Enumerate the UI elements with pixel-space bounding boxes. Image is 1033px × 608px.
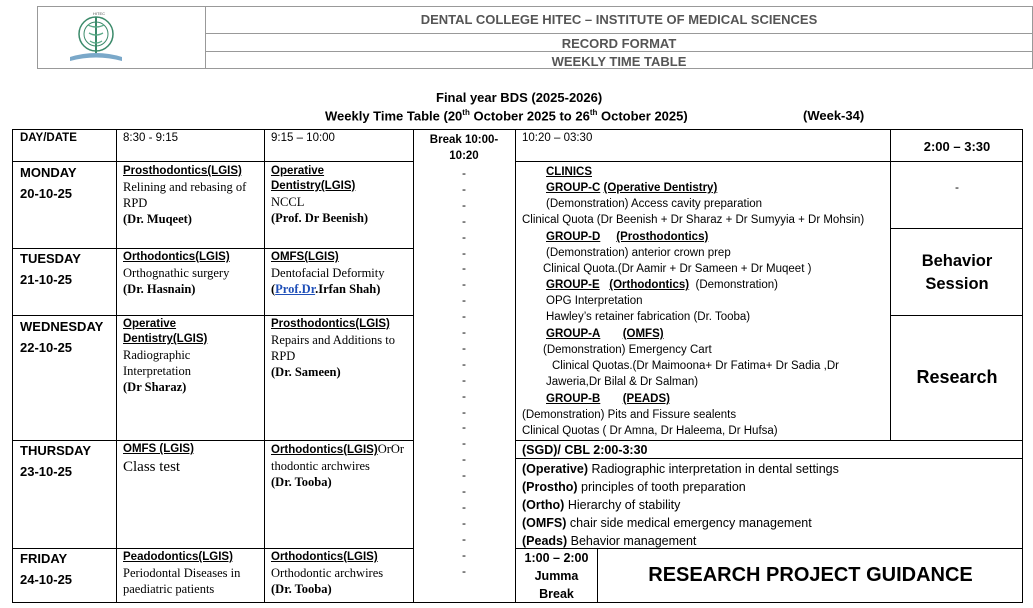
document-header	[37, 6, 1033, 69]
clinic-line: Clinical Quota.(Dr Aamir + Dr Sameen + Dr Muqeet )	[543, 263, 812, 275]
header-weekly-timetable: WEEKLY TIME TABLE	[551, 54, 687, 69]
column-header-slot1: 8:30 - 9:15	[123, 132, 178, 144]
sgd-item: (Operative) Radiographic interpretation in dental settings	[522, 462, 839, 476]
research-session: Research	[916, 367, 998, 387]
grid-line	[515, 161, 1023, 162]
group-b-heading: GROUP-B (PEADS)	[546, 393, 670, 405]
behavior-session: Behavior Session	[921, 252, 993, 293]
break-dash: -	[462, 484, 466, 498]
break-dash: -	[462, 420, 466, 435]
column-header-day: DAY/DATE	[20, 132, 77, 144]
sgd-item: (Prostho) principles of tooth preparation	[522, 480, 746, 494]
group-c-heading: GROUP-C (Operative Dentistry)	[546, 182, 718, 194]
group-d-heading: GROUP-D (Prosthodontics)	[546, 231, 709, 243]
column-header-slot2: 9:15 – 10:00	[271, 132, 335, 144]
header-divider	[206, 33, 1032, 34]
clinic-line: Clinical Quota (Dr Beenish + Dr Sharaz + Dr Sumyyia + Dr Mohsin)	[522, 214, 865, 226]
clinic-line: (Demonstration) Emergency Cart	[543, 344, 712, 356]
grid-line	[890, 315, 1023, 316]
break-dash: -	[462, 468, 466, 483]
break-dash: -	[462, 181, 466, 196]
break-dash: -	[462, 356, 466, 371]
break-dash: -	[462, 436, 466, 451]
lecture-wednesday-slot1: Operative Dentistry(LGIS) Radiographic Interpretation (Dr Sharaz)	[123, 318, 208, 394]
break-dash: -	[462, 309, 466, 324]
break-dash: -	[462, 229, 466, 244]
clinic-line: Clinical Quotas ( Dr Amna, Dr Haleema, Dr Hufsa)	[522, 425, 778, 437]
lecture-tuesday-slot2: OMFS(LGIS) Dentofacial Deformity (Prof.Dr.Irfan Shah)	[271, 251, 385, 296]
lecture-friday-slot1: Peadodontics(LGIS) Periodontal Diseases in paediatric patients	[123, 551, 241, 596]
break-dash: -	[462, 515, 466, 530]
lecture-thursday-slot1: OMFS (LGIS) Class test	[123, 443, 194, 475]
grid-line	[264, 129, 265, 603]
grid-line	[515, 458, 1023, 459]
break-dash: -	[462, 325, 466, 339]
lecture-tuesday-slot1: Orthodontics(LGIS) Orthognathic surgery (Dr. Hasnain)	[123, 251, 230, 296]
break-dash: -	[462, 213, 466, 228]
break-dash: -	[462, 547, 466, 562]
clinic-line: Hawley’s retainer fabrication (Dr. Tooba)	[546, 311, 751, 323]
column-header-slot3: 10:20 – 03:30	[522, 132, 593, 144]
svg-text:HITEC: HITEC	[93, 11, 105, 16]
grid-line	[12, 548, 413, 549]
grid-line	[116, 129, 117, 603]
clinic-line: (Demonstration) anterior crown prep	[546, 247, 731, 259]
day-label-tuesday: TUESDAY 21-10-25	[20, 251, 81, 287]
research-project-guidance: RESEARCH PROJECT GUIDANCE	[648, 564, 973, 586]
break-dash: -	[462, 340, 466, 355]
week-range-title: Weekly Time Table (20th October 2025 to 26th October 2025)	[325, 108, 688, 124]
week-number: (Week-34)	[803, 108, 865, 123]
group-a-heading: GROUP-A (OMFS)	[546, 328, 664, 340]
lecture-thursday-slot2: Orthodontics(LGIS)OrOr thodontic archwires (Dr. Tooba)	[271, 442, 405, 489]
clinic-line: OPG Interpretation	[546, 295, 643, 307]
lecture-monday-slot1: Prosthodontics(LGIS) Relining and rebasing of RPD (Dr. Muqeet)	[123, 165, 247, 226]
teacher-link[interactable]: Prof.Dr	[275, 282, 316, 296]
sgd-topic-list	[522, 460, 839, 550]
break-dash: -	[462, 499, 466, 514]
grid-line	[515, 129, 516, 603]
clinic-line: (Demonstration) Pits and Fissure sealents	[522, 409, 737, 421]
grid-line	[413, 129, 414, 603]
header-record-format: RECORD FORMAT	[561, 36, 677, 51]
header-institution-name: DENTAL COLLEGE HITEC – INSTITUTE OF MEDICAL SCIENCES	[420, 12, 818, 27]
sgd-item: (Peads) Behavior management	[522, 534, 697, 548]
break-dash: -	[462, 388, 466, 403]
hitec-emblem-icon	[38, 7, 205, 68]
clinics-heading: CLINICS	[546, 166, 592, 178]
column-header-slot4: 2:00 – 3:30	[923, 139, 991, 154]
header-divider	[206, 51, 1032, 52]
sgd-item: (Ortho) Hierarchy of stability	[522, 498, 681, 512]
lecture-wednesday-slot2: Prosthodontics(LGIS) Repairs and Additions to RPD (Dr. Sameen)	[271, 318, 395, 379]
institution-logo	[38, 7, 206, 68]
grid-line	[515, 440, 1023, 441]
sgd-item: (OMFS) chair side medical emergency management	[522, 516, 812, 530]
break-dash: -	[462, 563, 466, 578]
break-dash: -	[462, 452, 466, 467]
grid-line	[890, 228, 1023, 229]
break-dash: -	[462, 245, 466, 260]
column-header-break: Break 10:00- 10:20	[429, 134, 499, 162]
lecture-friday-slot2: Orthodontics(LGIS) Orthodontic archwires (Dr. Tooba)	[271, 551, 384, 596]
lecture-monday-slot2: Operative Dentistry(LGIS) NCCL (Prof. Dr Beenish)	[271, 165, 369, 225]
break-dash: -	[462, 531, 466, 546]
break-dash: -	[462, 404, 466, 419]
break-dash: -	[462, 293, 466, 308]
day-label-friday: FRIDAY 24-10-25	[20, 551, 73, 587]
clinic-line: Clinical Quotas.(Dr Maimoona+ Dr Fatima+ Dr Sadia ,Dr	[552, 360, 839, 372]
clinic-line: (Demonstration) Access cavity preparation	[546, 198, 763, 210]
jumma-break: 1:00 – 2:00 Jumma Break	[524, 551, 589, 601]
clinic-line: Jaweria,Dr Bilal & Dr Salman)	[546, 376, 699, 388]
break-dash: -	[462, 372, 466, 387]
break-dash: -	[462, 261, 466, 276]
break-dash: -	[462, 277, 466, 292]
group-e-heading: GROUP-E (Orthodontics) (Demonstration)	[546, 279, 778, 291]
break-dash: -	[462, 166, 466, 180]
break-dash: -	[462, 197, 466, 212]
day-label-monday: MONDAY 20-10-25	[20, 165, 77, 201]
monday-afternoon-empty: -	[955, 180, 959, 194]
day-label-wednesday: WEDNESDAY 22-10-25	[20, 319, 104, 355]
program-title: Final year BDS (2025-2026)	[436, 90, 603, 105]
sgd-cbl-heading: (SGD)/ CBL 2:00-3:30	[522, 443, 648, 457]
day-label-thursday: THURSDAY 23-10-25	[20, 443, 92, 479]
